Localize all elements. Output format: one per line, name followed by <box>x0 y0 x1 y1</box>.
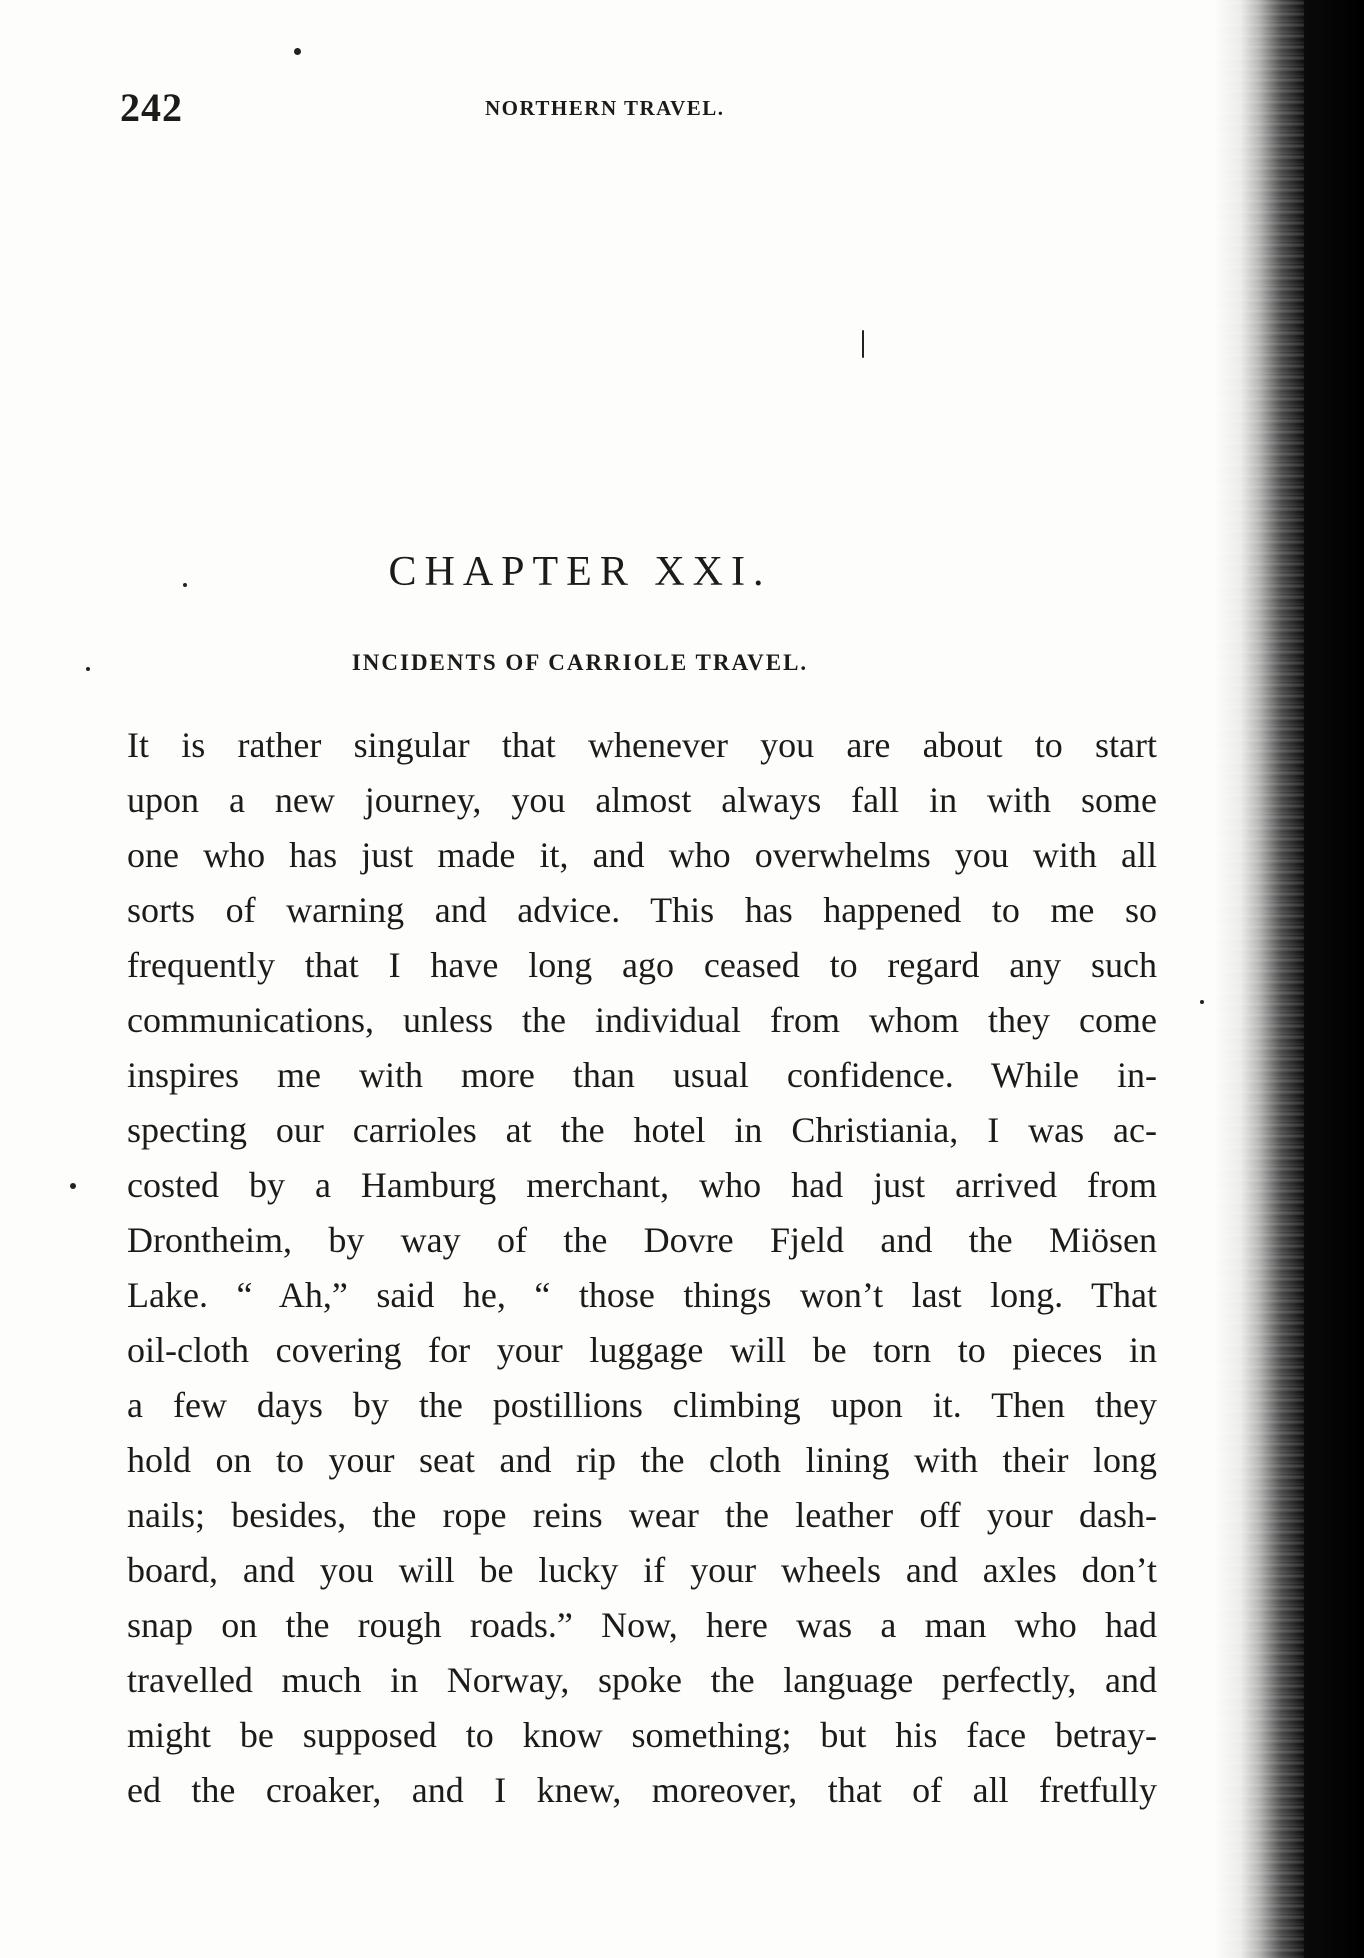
text-line: upon a new journey, you almost always fall in with some <box>127 780 1157 820</box>
page-number: 242 <box>120 85 183 130</box>
text-line: frequently that I have long ago ceased to regard any such <box>127 945 1157 985</box>
scan-speck <box>1200 1000 1204 1004</box>
body-text <box>127 718 1157 1818</box>
text-line: hold on to your seat and rip the cloth lining with their long <box>127 1440 1157 1480</box>
text-line: It is rather singular that whenever you are about to start <box>127 725 1157 765</box>
text-line: might be supposed to know something; but his face betray- <box>127 1715 1157 1755</box>
text-line: travelled much in Norway, spoke the language perfectly, and <box>127 1660 1157 1700</box>
text-line: Drontheim, by way of the Dovre Fjeld and the Miösen <box>127 1220 1157 1260</box>
scan-speck <box>183 583 187 587</box>
text-line: specting our carrioles at the hotel in Christiania, I was ac- <box>127 1110 1157 1150</box>
text-line: sorts of warning and advice. This has happened to me so <box>127 890 1157 930</box>
chapter-subtitle: INCIDENTS OF CARRIOLE TRAVEL. <box>351 650 809 675</box>
text-line: one who has just made it, and who overwhelms you with all <box>127 835 1157 875</box>
text-line: a few days by the postillions climbing upon it. Then they <box>127 1385 1157 1425</box>
scan-speck <box>294 48 301 55</box>
page-header <box>120 84 1160 134</box>
text-line: ed the croaker, and I knew, moreover, that of all fretfully <box>127 1770 1157 1810</box>
scan-speck <box>862 330 864 358</box>
scan-speck <box>70 1183 76 1189</box>
binding-texture <box>1214 0 1304 1958</box>
text-line: nails; besides, the rope reins wear the leather off your dash- <box>127 1495 1157 1535</box>
running-head: NORTHERN TRAVEL. <box>485 96 725 120</box>
text-line: Lake. “ Ah,” said he, “ those things won’t last long. That <box>127 1275 1157 1315</box>
text-line: snap on the rough roads.” Now, here was a man who had <box>127 1605 1157 1645</box>
text-line: oil-cloth covering for your luggage will be torn to pieces in <box>127 1330 1157 1370</box>
text-line: inspires me with more than usual confidence. While in- <box>127 1055 1157 1095</box>
text-line: board, and you will be lucky if your wheels and axles don’t <box>127 1550 1157 1590</box>
chapter-title: CHAPTER XXI. <box>388 549 772 595</box>
text-line: communications, unless the individual from whom they come <box>127 1000 1157 1040</box>
text-line: costed by a Hamburg merchant, who had just arrived from <box>127 1165 1157 1205</box>
scan-speck <box>86 667 90 671</box>
